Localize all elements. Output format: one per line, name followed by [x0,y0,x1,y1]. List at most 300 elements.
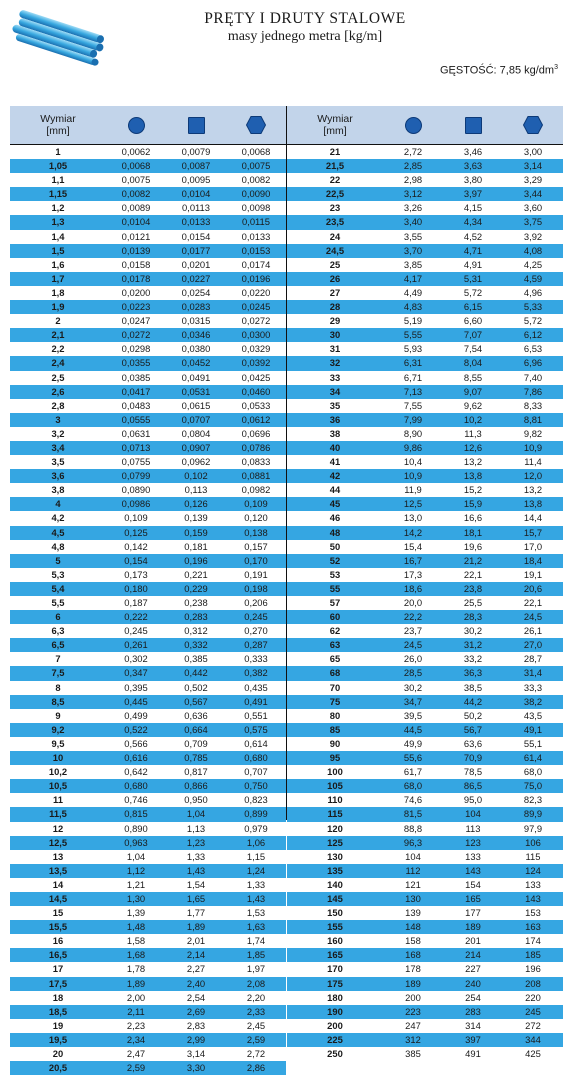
hex-mass-cell: 1,85 [246,949,266,961]
hex-mass-cell: 0,333 [244,653,268,665]
hex-mass-cell: 1,06 [246,836,266,848]
round-mass-cell: 26,0 [403,653,423,665]
round-mass-cell: 0,0483 [121,399,151,411]
hex-mass-cell: 4,59 [523,272,543,284]
round-mass-cell: 0,0298 [121,343,151,355]
round-mass-cell: 9,86 [403,441,423,453]
round-mass-cell: 0,0799 [121,470,151,482]
dimension-cell: 6,3 [51,625,65,637]
square-mass-cell: 1,04 [186,808,206,820]
round-mass-cell: 0,347 [124,667,148,679]
hex-mass-cell: 3,92 [523,230,543,242]
hex-mass-cell: 15,7 [523,526,543,538]
hex-mass-cell: 24,5 [523,611,543,623]
square-mass-cell: 314 [465,1019,481,1031]
hex-mass-cell: 9,82 [523,427,543,439]
table-row [10,638,286,652]
round-mass-cell: 74,6 [403,794,423,806]
round-mass-cell: 3,55 [403,230,423,242]
hex-mass-cell: 0,0082 [241,174,271,186]
dimension-cell: 41 [329,456,341,468]
square-mass-cell: 0,0104 [181,188,211,200]
dimension-cell: 3,8 [51,484,65,496]
table-row [10,314,286,328]
round-mass-cell: 2,72 [403,146,423,157]
round-mass-cell: 96,3 [403,836,423,848]
dimension-cell: 5,3 [51,568,65,580]
square-mass-cell: 21,2 [463,554,483,566]
dimension-cell: 2,2 [51,343,65,355]
hex-mass-cell: 0,0392 [241,357,271,369]
dimension-cell: 120 [327,822,343,834]
table-row [10,371,286,385]
round-mass-cell: 11,9 [404,484,422,496]
square-mass-cell: 4,15 [463,202,483,214]
round-mass-cell: 22,2 [403,611,423,623]
dimension-cell: 10,5 [48,780,68,792]
round-mass-cell: 0,963 [124,836,148,848]
square-mass-cell: 36,3 [463,667,483,679]
dimension-cell: 7,5 [51,667,65,679]
table-row [287,906,563,920]
hex-mass-cell: 2,72 [246,1048,266,1059]
round-mass-cell: 121 [405,878,421,890]
dimension-cell: 18 [52,991,64,1003]
square-mass-cell: 0,0283 [181,301,211,313]
table-row [287,681,563,695]
hex-mass-cell: 3,00 [523,146,543,157]
square-bar-icon [188,117,205,134]
square-mass-cell: 0,102 [184,470,208,482]
hex-mass-cell: 3,44 [523,188,543,200]
dimension-header [287,106,383,144]
square-mass-cell: 1,65 [186,892,206,904]
table-row [287,850,563,864]
square-mass-cell: 15,9 [463,498,483,510]
square-mass-cell: 1,13 [186,822,206,834]
square-mass-cell: 86,5 [463,780,483,792]
dimension-cell: 5,5 [51,597,65,608]
dimension-cell: 6,5 [51,639,65,651]
round-mass-cell: 0,0890 [121,484,151,496]
square-mass-cell: 0,442 [184,667,208,679]
hex-mass-cell: 115 [525,850,541,862]
hex-mass-cell: 245 [525,1005,541,1017]
dimension-cell: 27 [329,286,341,298]
table-row [287,159,563,173]
round-mass-cell: 4,17 [403,272,423,284]
dimension-cell: 1,05 [48,160,68,172]
dimension-cell: 8 [55,681,61,693]
hex-mass-cell: 0,0612 [241,413,271,425]
table-row [10,991,286,1005]
hex-mass-cell: 0,0098 [241,202,271,214]
dimension-cell: 1,7 [51,272,65,284]
table-row [10,554,286,568]
hex-mass-cell: 0,138 [244,526,268,538]
dimension-cell: 4,5 [51,526,65,538]
square-mass-cell: 0,950 [184,794,208,806]
round-mass-cell: 49,9 [403,737,423,749]
table-row [287,822,563,836]
round-mass-cell: 2,00 [126,991,146,1003]
round-mass-cell: 0,0555 [121,413,151,425]
hex-mass-cell: 49,1 [523,723,543,735]
dimension-cell: 53 [329,568,341,580]
hex-mass-cell: 5,72 [523,315,543,327]
square-mass-cell: 0,0615 [181,399,211,411]
dimension-cell: 2,4 [51,357,65,369]
round-mass-cell: 3,85 [403,258,423,270]
table-row [287,173,563,187]
square-mass-cell: 0,0346 [181,329,211,341]
table-header [10,106,286,145]
round-mass-cell: 28,5 [403,667,423,679]
square-mass-cell: 3,14 [186,1048,206,1059]
table-row [10,723,286,737]
square-mass-cell: 0,0531 [181,385,211,397]
square-mass-cell: 214 [465,949,481,961]
round-mass-cell: 0,222 [124,611,148,623]
dimension-cell: 5,4 [51,582,65,594]
round-mass-cell: 312 [405,1033,421,1045]
round-mass-cell: 0,125 [124,526,148,538]
dimension-cell: 34 [329,385,341,397]
hex-mass-cell: 97,9 [523,822,543,834]
round-mass-cell: 7,55 [403,399,423,411]
square-mass-cell: 0,113 [184,484,208,496]
hex-mass-cell: 0,0245 [241,301,271,313]
table-row [10,427,286,441]
table-row [287,526,563,540]
table-row [10,258,286,272]
dimension-header [10,106,106,144]
dimension-cell: 7 [55,653,61,665]
dimension-cell: 11,5 [49,808,67,820]
round-mass-cell: 18,6 [403,582,423,594]
hex-mass-cell: 0,680 [244,752,268,764]
hex-mass-cell: 0,198 [244,582,268,594]
round-mass-cell: 168 [405,949,421,961]
dimension-cell: 25 [329,258,341,270]
round-mass-cell: 0,142 [124,540,148,552]
table-row [287,652,563,666]
square-mass-cell: 227 [465,963,481,975]
dimension-cell: 23 [329,202,341,214]
dimension-cell: 42 [329,470,341,482]
hex-mass-cell: 89,9 [523,808,543,820]
table-row [287,356,563,370]
square-mass-cell: 0,283 [184,611,208,623]
table-row [10,779,286,793]
dimension-cell: 63 [329,639,341,651]
table-row [287,568,563,582]
dimension-cell: 250 [327,1048,343,1059]
square-mass-cell: 491 [465,1048,481,1059]
round-mass-cell: 189 [405,977,421,989]
dimension-cell: 1 [55,146,61,157]
round-mass-cell: 130 [405,892,421,904]
hex-column-header [226,106,286,144]
hex-mass-cell: 31,4 [523,667,543,679]
round-bar-icon [405,117,422,134]
round-mass-cell: 5,93 [403,343,423,355]
square-mass-cell: 1,77 [186,907,206,919]
table-row [287,300,563,314]
square-mass-cell: 133 [465,850,481,862]
square-column-header [443,106,503,144]
table-right-half [287,106,563,1059]
hex-mass-cell: 0,979 [244,822,268,834]
round-column-header [106,106,166,144]
square-mass-cell: 38,5 [463,681,483,693]
square-mass-cell: 0,0201 [181,258,211,270]
round-mass-cell: 0,173 [124,568,148,580]
hex-mass-cell: 27,0 [523,639,543,651]
dimension-cell: 60 [329,611,341,623]
dimension-cell: 21 [329,146,341,157]
hex-mass-cell: 153 [525,907,541,919]
hex-mass-cell: 0,899 [244,808,268,820]
square-mass-cell: 1,23 [186,836,206,848]
table-row [287,610,563,624]
round-mass-cell: 7,99 [403,413,423,425]
table-row [287,695,563,709]
round-mass-cell: 2,34 [126,1033,146,1045]
hex-mass-cell: 68,0 [523,766,543,778]
dimension-cell: 3,4 [51,441,65,453]
dimension-cell: 95 [329,752,341,764]
round-mass-cell: 0,0355 [121,357,151,369]
dimension-cell: 165 [327,949,343,961]
square-mass-cell: 0,636 [184,709,208,721]
table-row [10,356,286,370]
dimension-cell: 6 [55,611,61,623]
square-mass-cell: 0,385 [184,653,208,665]
square-mass-cell: 4,52 [463,230,483,242]
dimension-cell: 4,8 [51,540,65,552]
round-mass-cell: 0,0075 [121,174,151,186]
round-mass-cell: 0,0986 [121,498,151,510]
dimension-cell: 9,2 [51,723,65,735]
square-mass-cell: 0,0177 [181,244,211,256]
hex-mass-cell: 196 [525,963,541,975]
hex-mass-cell: 0,0696 [241,427,271,439]
dimension-cell: 57 [329,597,341,608]
square-mass-cell: 2,14 [186,949,206,961]
square-mass-cell: 95,0 [463,794,483,806]
round-mass-cell: 2,47 [126,1048,146,1059]
round-mass-cell: 223 [405,1005,421,1017]
hex-mass-cell: 4,08 [523,244,543,256]
dimension-cell: 68 [329,667,341,679]
hex-mass-cell: 0,191 [244,568,268,580]
round-mass-cell: 0,0755 [121,456,151,468]
round-mass-cell: 0,0223 [121,301,151,313]
table-row [287,540,563,554]
table-row [287,455,563,469]
square-mass-cell: 7,54 [463,343,483,355]
round-mass-cell: 0,154 [124,554,148,566]
hex-mass-cell: 185 [525,949,541,961]
dimension-cell: 80 [329,709,341,721]
square-mass-cell: 23,8 [463,582,483,594]
hex-mass-cell: 43,5 [523,709,543,721]
dimension-cell: 36 [329,413,341,425]
hex-mass-cell: 0,491 [244,695,268,707]
round-mass-cell: 0,680 [124,780,148,792]
dimension-cell: 115 [327,808,343,820]
table-row [287,920,563,934]
table-row [10,511,286,525]
round-mass-cell: 16,7 [403,554,423,566]
hex-mass-cell: 75,0 [523,780,543,792]
hex-mass-cell: 0,382 [244,667,268,679]
square-mass-cell: 0,785 [184,752,208,764]
square-mass-cell: 240 [465,977,481,989]
weights-table [10,106,562,1074]
table-row [10,413,286,427]
table-row [10,807,286,821]
square-mass-cell: 63,6 [463,737,483,749]
round-mass-cell: 39,5 [403,709,423,721]
table-row [10,765,286,779]
dimension-cell: 15,5 [48,921,68,933]
square-mass-cell: 0,0962 [181,456,211,468]
table-row [287,385,563,399]
table-row [287,723,563,737]
hex-mass-cell: 0,823 [244,794,268,806]
square-mass-cell: 2,54 [186,991,206,1003]
round-mass-cell: 0,0062 [121,146,151,157]
table-row [287,624,563,638]
dimension-cell: 180 [327,991,343,1003]
square-mass-cell: 2,40 [186,977,206,989]
square-mass-cell: 123 [465,836,481,848]
square-mass-cell: 3,63 [463,160,483,172]
square-mass-cell: 0,0804 [181,427,211,439]
table-row [10,751,286,765]
square-mass-cell: 0,0707 [181,413,211,425]
table-row [287,666,563,680]
round-mass-cell: 0,0068 [121,160,151,172]
table-row [287,483,563,497]
table-row [287,991,563,1005]
table-row [287,244,563,258]
table-row [287,314,563,328]
table-row [287,892,563,906]
dimension-cell: 125 [327,836,343,848]
hex-mass-cell: 0,120 [244,512,268,524]
square-mass-cell: 13,8 [463,470,483,482]
square-mass-cell: 0,866 [184,780,208,792]
round-mass-cell: 68,0 [403,780,423,792]
hex-mass-cell: 13,2 [523,484,543,496]
table-row [287,1005,563,1019]
table-row [10,201,286,215]
table-row [10,596,286,610]
square-mass-cell: 7,07 [463,329,483,341]
dimension-cell: 19 [52,1019,64,1031]
table-row [10,483,286,497]
round-mass-cell: 0,0385 [121,371,151,383]
round-mass-cell: 5,55 [403,329,423,341]
table-row [10,540,286,554]
dimension-cell: 130 [327,850,343,862]
table-row [10,920,286,934]
dimension-unit: [mm] [46,125,70,137]
round-mass-cell: 81,5 [403,808,423,820]
square-mass-cell: 2,01 [186,935,206,947]
round-mass-cell: 3,70 [403,244,423,256]
round-mass-cell: 0,445 [124,695,148,707]
dimension-cell: 155 [327,921,343,933]
round-mass-cell: 1,78 [126,963,146,975]
dimension-cell: 38 [329,427,341,439]
dimension-cell: 140 [327,878,343,890]
dimension-cell: 100 [327,766,343,778]
round-mass-cell: 0,522 [124,723,148,735]
hex-mass-cell: 4,96 [523,286,543,298]
round-mass-cell: 1,12 [126,864,146,876]
square-mass-cell: 3,46 [463,146,483,157]
table-row [287,962,563,976]
hex-mass-cell: 26,1 [523,625,543,637]
table-row [10,793,286,807]
table-row [10,399,286,413]
square-mass-cell: 254 [465,991,481,1003]
dimension-cell: 65 [329,653,341,665]
dimension-cell: 20 [52,1048,64,1059]
round-mass-cell: 10,9 [403,470,423,482]
hex-mass-cell: 0,0329 [241,343,271,355]
table-row [10,244,286,258]
dimension-cell: 15 [52,907,64,919]
dimension-cell: 5 [55,554,61,566]
hex-mass-cell: 0,157 [244,540,268,552]
table-row [10,582,286,596]
round-mass-cell: 1,89 [126,977,146,989]
hex-mass-cell: 61,4 [523,752,543,764]
table-row [287,1019,563,1033]
round-mass-cell: 1,48 [126,921,146,933]
hex-mass-cell: 0,0300 [241,329,271,341]
round-mass-cell: 88,8 [403,822,423,834]
square-mass-cell: 18,1 [463,526,483,538]
hex-mass-cell: 0,0220 [241,286,271,298]
dimension-cell: 21,5 [325,160,345,172]
hex-mass-cell: 2,20 [246,991,266,1003]
hex-mass-cell: 8,33 [523,399,543,411]
square-mass-cell: 0,0133 [181,216,211,228]
round-mass-cell: 55,6 [403,752,423,764]
dimension-cell: 1,6 [51,258,65,270]
hex-mass-cell: 425 [525,1048,541,1059]
density-text: GĘSTOŚĆ: 7,85 kg/dm [439,64,555,77]
square-mass-cell: 189 [465,921,481,933]
round-mass-cell: 3,12 [403,188,423,200]
hex-mass-cell: 0,0196 [241,272,271,284]
dimension-cell: 105 [327,780,343,792]
square-mass-cell: 0,229 [184,582,208,594]
dimension-cell: 85 [329,723,341,735]
dimension-cell: 3,5 [51,456,65,468]
hex-mass-cell: 82,3 [523,794,543,806]
hex-mass-cell: 0,0075 [241,160,271,172]
square-mass-cell: 8,55 [463,371,483,383]
hex-mass-cell: 0,245 [244,611,268,623]
square-mass-cell: 4,91 [463,258,483,270]
